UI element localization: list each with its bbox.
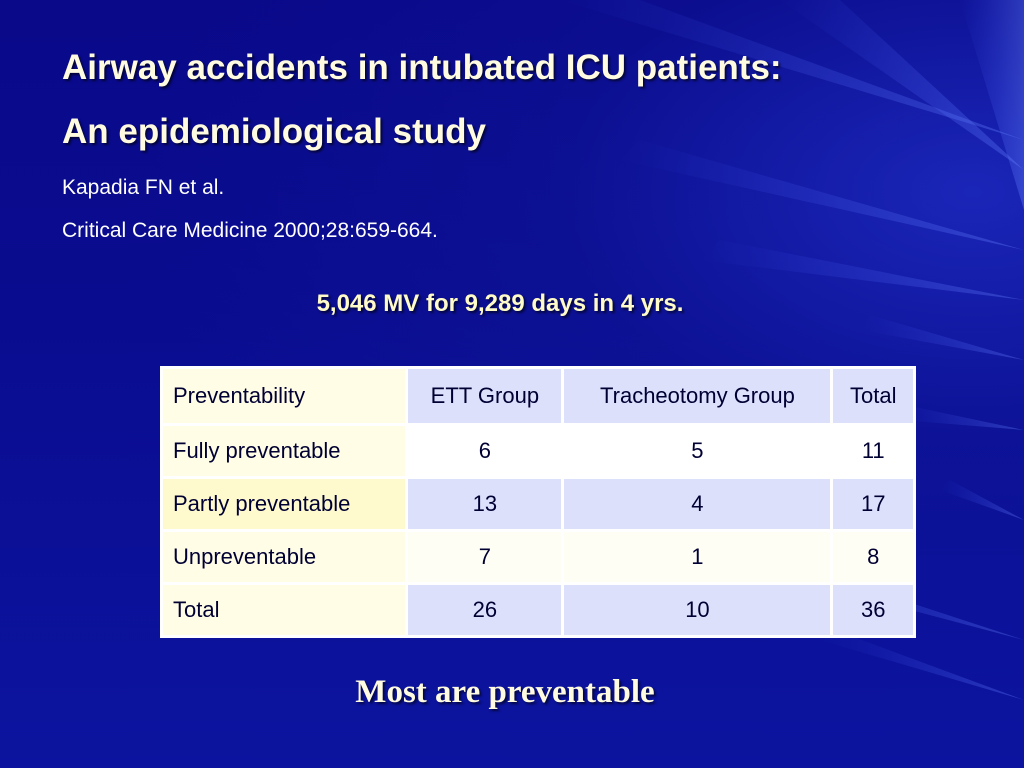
header-tracheotomy-group: Tracheotomy Group bbox=[563, 369, 832, 425]
cell-total: 36 bbox=[832, 584, 913, 636]
cell-ett: 26 bbox=[407, 584, 563, 636]
slide-title-line1: Airway accidents in intubated ICU patients: bbox=[62, 48, 782, 87]
conclusion-footer: Most are preventable bbox=[355, 674, 655, 710]
header-preventability: Preventability bbox=[163, 369, 407, 425]
row-label: Fully preventable bbox=[163, 425, 407, 478]
journal-citation: Critical Care Medicine 2000;28:659-664. bbox=[62, 219, 438, 242]
preventability-table bbox=[160, 366, 916, 638]
header-ett-group: ETT Group bbox=[407, 369, 563, 425]
study-statistic: 5,046 MV for 9,289 days in 4 yrs. bbox=[316, 290, 684, 317]
header-total: Total bbox=[832, 369, 913, 425]
cell-total: 17 bbox=[832, 478, 913, 531]
table-row bbox=[163, 531, 913, 584]
cell-ett: 13 bbox=[407, 478, 563, 531]
cell-tracheotomy: 1 bbox=[563, 531, 832, 584]
table-row bbox=[163, 425, 913, 478]
row-label: Total bbox=[163, 584, 407, 636]
cell-total: 8 bbox=[832, 531, 913, 584]
row-label: Partly preventable bbox=[163, 478, 407, 531]
row-label: Unpreventable bbox=[163, 531, 407, 584]
cell-ett: 6 bbox=[407, 425, 563, 478]
author-citation: Kapadia FN et al. bbox=[62, 176, 225, 199]
cell-ett: 7 bbox=[407, 531, 563, 584]
table-header-row bbox=[163, 369, 913, 425]
cell-tracheotomy: 4 bbox=[563, 478, 832, 531]
table-total-row bbox=[163, 584, 913, 636]
cell-total: 11 bbox=[832, 425, 913, 478]
table-row bbox=[163, 478, 913, 531]
slide-title-line2: An epidemiological study bbox=[62, 112, 486, 151]
cell-tracheotomy: 10 bbox=[563, 584, 832, 636]
cell-tracheotomy: 5 bbox=[563, 425, 832, 478]
